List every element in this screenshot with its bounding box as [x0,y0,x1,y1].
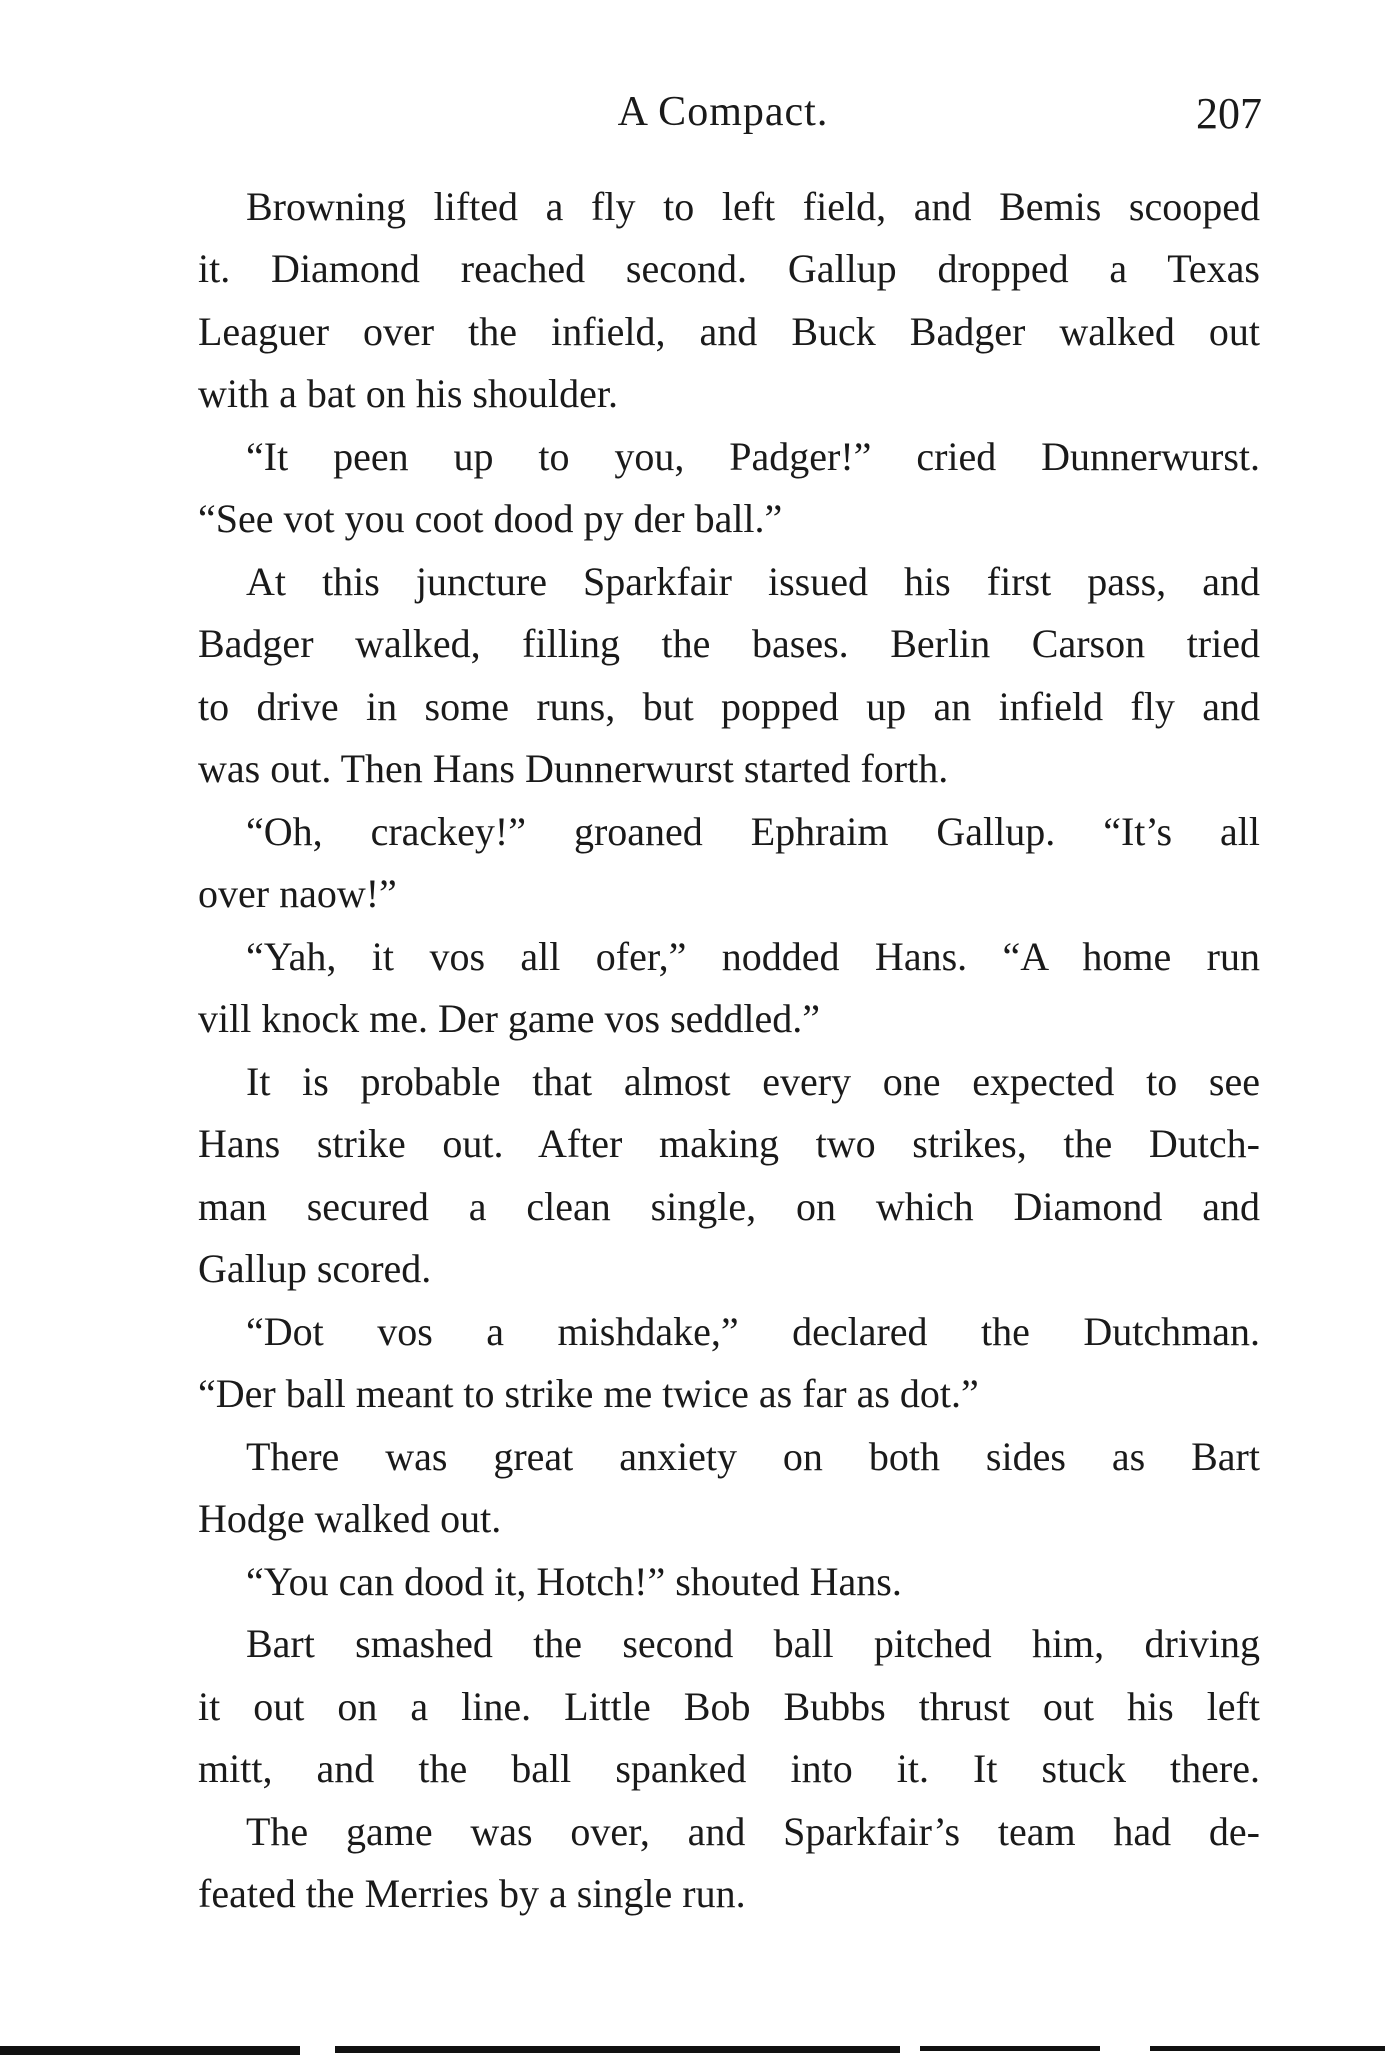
text-line: Hodge walked out. [198,1496,502,1541]
text-line: It is probable that almost every one expected to see [246,1059,1260,1104]
text-line: feated the Merries by a single run. [198,1871,746,1916]
text-line: Hans strike out. After making two strikes, the Dutch- [198,1121,1260,1166]
text-line: Badger walked, filling the bases. Berlin Carson tried [198,621,1260,666]
scan-edge-rule [920,2046,1100,2051]
scan-edge-rule [335,2046,900,2053]
text-line: “Der ball meant to strike me twice as far as dot.” [198,1371,979,1416]
scan-edge-rule [0,2046,300,2055]
text-line: “Dot vos a mishdake,” declared the Dutchman. [246,1309,1260,1354]
scan-edge-rule [1150,2046,1385,2051]
text-line: over naow!” [198,871,397,916]
running-head-title: A Compact. [617,89,829,135]
text-line: “Yah, it vos all ofer,” nodded Hans. “A home run [246,934,1260,979]
text-line: it. Diamond reached second. Gallup dropped a Texas [198,246,1260,291]
text-line: The game was over, and Sparkfair’s team had de- [246,1809,1260,1854]
page-number: 207 [1196,89,1262,138]
text-line: “It peen up to you, Padger!” cried Dunnerwurst. [246,434,1260,479]
text-line: “You can dood it, Hotch!” shouted Hans. [246,1559,902,1604]
text-line: Leaguer over the infield, and Buck Badger walked out [198,309,1260,354]
text-line: At this juncture Sparkfair issued his first pass, and [246,559,1260,604]
text-line: Bart smashed the second ball pitched him, driving [246,1621,1260,1666]
text-line: man secured a clean single, on which Diamond and [198,1184,1260,1229]
text-line: with a bat on his shoulder. [198,371,618,416]
text-line: mitt, and the ball spanked into it. It stuck there. [198,1746,1260,1791]
text-line: to drive in some runs, but popped up an infield fly and [198,684,1260,729]
text-line: Browning lifted a fly to left field, and Bemis scooped [246,184,1260,229]
text-line: “Oh, crackey!” groaned Ephraim Gallup. “It’s all [246,809,1260,854]
text-line: was out. Then Hans Dunnerwurst started forth. [198,746,949,791]
text-line: Gallup scored. [198,1246,432,1291]
text-line: vill knock me. Der game vos seddled.” [198,996,821,1041]
text-line: it out on a line. Little Bob Bubbs thrust out his left [198,1684,1260,1729]
text-line: “See vot you coot dood py der ball.” [198,496,783,541]
text-line: There was great anxiety on both sides as Bart [246,1434,1260,1479]
